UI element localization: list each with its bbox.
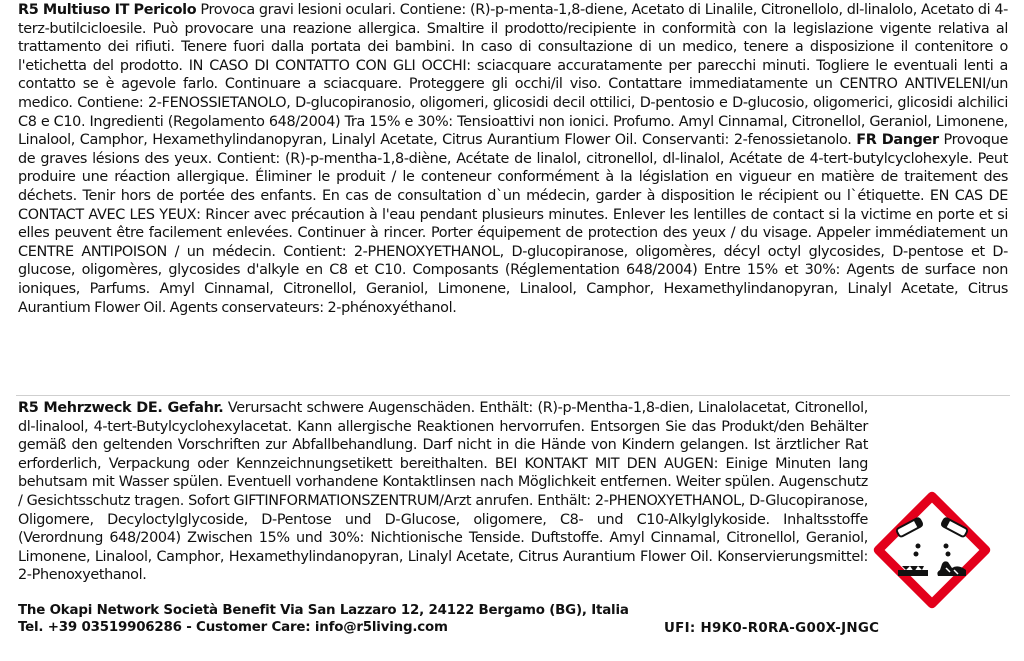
- it-heading: R5 Multiuso IT Pericolo: [18, 2, 197, 18]
- label-section-de: [18, 399, 1008, 607]
- it-body: Provoca gravi lesioni oculari. Contiene: (R)-p-menta-1,8-diene, Acetato di Linalile, Citronellolo, dl-linalolo, Acetato di 4-terz-butilcicloesile. Può provocare una reazione allergica. Smaltire il prodotto/recipiente in conformità con la legislazione vigente relativa al trattamento dei rifiuti. Tenere fuori dalla portata dei bambini. In caso di consultazione di un medico, tenere a disposizione il contenitore o l'etichetta del prodotto. IN CASO DI CONTATTO CON GLI OCCHI: sciacquare accuratamente per parecchi minuti. Togliere le eventuali lenti a contatto se è agevole farlo. Continuare a sciacquare. Proteggere gli occhi/il viso. Contattare immediatamente un CENTRO ANTIVELENI/un medico. Contiene: 2-FENOSSIETANOLO, D-glucopiranosio, oligomeri, glicosidi decil ottilici, D-pentosio e D-glucosio, oligomerici, glicosidi alchilici C8 e C10. Ingredienti (Regolamento 648/2004) Tra 15% e 30%: Tensioattivi non ionici. Profumo. Amyl Cinnamal, Citronellol, Geraniol, Limonene, Linalool, Camphor, Hexamethylindanopyran, Linalyl Acetate, Citrus Aurantium Flower Oil. Conservanti: 2-fenossietanolo.: [18, 2, 1009, 149]
- fr-heading: FR Danger: [856, 132, 939, 149]
- company-address: The Okapi Network Società Benefit Via San Lazzaro 12, 24122 Bergamo (BG), Italia: [18, 603, 629, 618]
- fr-body: Provoque de graves lésions des yeux. Contient: (R)-p-mentha-1,8-diène, Acétate de linalol, citronellol, dl-linalol, Acétate de 4-tert-butylcyclohexyle. Peut produire une réaction allergique. Éliminer le produit / le conteneur conformément à la législation en vigueur en matière de traitement des déchets. Tenir hors de portée des enfants. En cas de consultation d`un médecin, garder à disposition le récipient ou l`étiquette. EN CAS DE CONTACT AVEC LES YEUX: Rincer avec précaution à l'eau pendant plusieurs minutes. Enlever les lentilles de contact si la victime en porte et si elles peuvent être facilement enlevées. Continuer à rincer. Porter équipement de protection des yeux / du visage. Appeler immédiatement un CENTRE ANTIPOISON / un médecin. Contient: 2-PHENOXYETHANOL, D-glucopiranose, oligomères, décyl octyl glycosides, D-pentose et D-glucose, oligomères, glycosides d'alkyle en C8 et C10. Composants (Réglementation 648/2004) Entre 15% et 30%: Agents de surface non ioniques, Parfums. Amyl Cinnamal, Citronellol, Geraniol, Limonene, Linalool, Camphor, Hexamethylindanopyran, Linalyl Acetate, Citrus Aurantium Flower Oil. Agents conservateurs: 2-phénoxyéthanol.: [18, 132, 1008, 316]
- section-divider: [16, 395, 1010, 396]
- ufi-code: UFI: H9K0-R0RA-G00X-JNGC: [664, 621, 880, 636]
- de-heading: R5 Mehrzweck DE. Gefahr.: [18, 400, 224, 416]
- de-body: Verursacht schwere Augenschäden. Enthält: (R)-p-Mentha-1,8-dien, Linalolacetat, Citronellol, dl-linalool, 4-tert-Butylcyclohexylacetat. Kann allergische Reaktionen hervorrufen. Entsorgen Sie das Produkt/den Behälter gemäß den geltenden Vorschriften zur Abfallbehandlung. Darf nicht in die Hände von Kindern gelangen. Ist ärztlicher Rat erforderlich, Verpackung oder Kennzeichnungsetikett bereithalten. BEI KONTAKT MIT DEN AUGEN: Einige Minuten lang behutsam mit Wasser spülen. Eventuell vorhandene Kontaktlinsen nach Möglichkeit entfernen. Weiter spülen. Augenschutz / Gesichtsschutz tragen. Sofort GIFTINFORMATIONSZENTRUM/Arzt anrufen. Enthält: 2-PHENOXYETHANOL, D-Glucopiranose, Oligomere, Decyloctylglycoside, D-Pentose und D-Glucose, oligomere, C8- und C10-Alkylglykoside. Inhaltsstoffe (Verordnung 648/2004) Zwischen 15% und 30%: Nichtionische Tenside. Duftstoffe. Amyl Cinnamal, Citronellol, Geraniol, Limonene, Linalool, Camphor, Hexamethylindanopyran, Linalyl Acetate, Citrus Aurantium Flower Oil. Konservierungsmittel: 2-Phenoxyethanol.: [18, 400, 868, 584]
- ghs05-corrosion-icon: [866, 484, 998, 616]
- label-section-it-fr: [18, 1, 1008, 317]
- company-contact: Tel. +39 03519906286 - Customer Care: info@r5living.com: [18, 620, 448, 635]
